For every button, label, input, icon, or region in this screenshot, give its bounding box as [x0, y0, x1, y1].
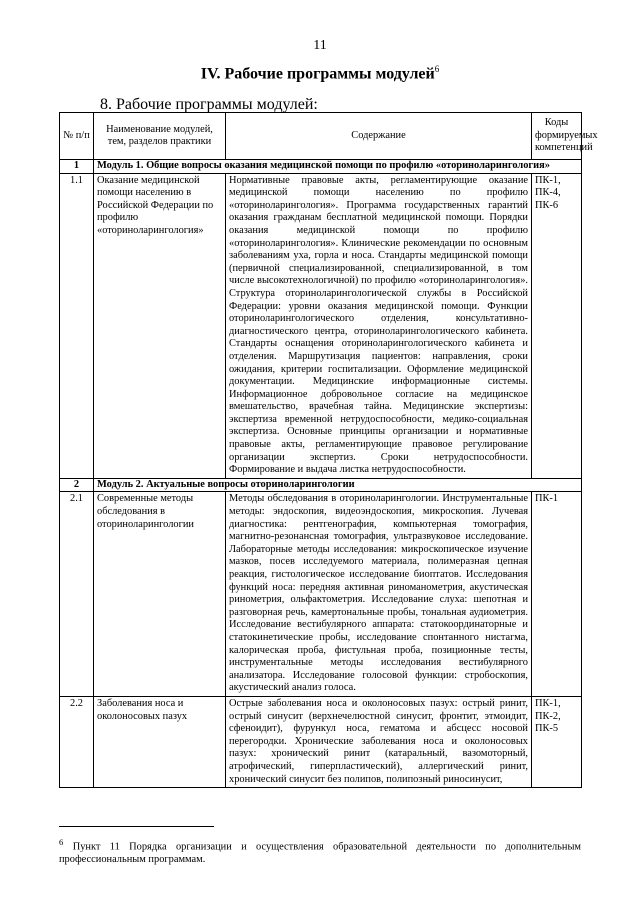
- module-title: Модуль 2. Актуальные вопросы оториноларингологии: [94, 478, 582, 492]
- header-codes: Коды формируемых компетенций: [532, 113, 582, 160]
- footnote-mark: 6: [59, 837, 64, 847]
- header-content: Содержание: [226, 113, 532, 160]
- section-title-text: IV. Рабочие программы модулей: [200, 65, 435, 83]
- footnote-ref: 6: [434, 64, 440, 74]
- module-number: 2: [60, 478, 94, 492]
- module-number: 1: [60, 160, 94, 174]
- topic-name: Заболевания носа и околоносовых пазух: [94, 696, 226, 787]
- topic-number: 1.1: [60, 173, 94, 478]
- header-name: Наименование модулей, тем, разделов практики: [94, 113, 226, 160]
- footnote-divider: [59, 826, 214, 827]
- footnote: [59, 836, 581, 866]
- topic-number: 2.2: [60, 696, 94, 787]
- topic-content: Нормативные правовые акты, регламентирующие оказание медицинской помощи населению по профилю «оториноларингология». Программа государственных гарантий оказания гражданам бесплатной медицинской помощи. Порядки оказания медицинской помощи по профилю «оториноларингология». Клинические рекомендации по основным заболеваниям уха, горла и носа. Стандарты медицинской помощи (первичной специализированной, специализированной, в том числе высокотехнологичной) по профилю «оториноларингология». Структура оториноларингологической службы в Российской Федерации: уровни оказания медицинской помощи. Функции оториноларингологического отделения, консультативно-диагностического центра, оториноларингологического кабинета. Стандарты оснащения оториноларингологического кабинета и отделения. Маршрутизация пациентов: направления, сроки ожидания, критерии госпитализации. Оформление медицинской документации. Медицинские информационные системы. Информационное добровольное согласие на медицинское вмешательство, врачебная тайна. Медицинские экспертизы: экспертиза временной нетрудоспособности, медико-социальная экспертиза. Основные принципы организации и нормативные правовые акты, регламентирующие правовое регулирование организации экспертиз. Сроки нетрудоспособности. Формирование и выдача листка нетрудоспособности.: [226, 173, 532, 478]
- modules-table: [59, 112, 598, 788]
- module-row: [60, 160, 582, 174]
- table-header-row: [60, 113, 582, 160]
- topic-content: Методы обследования в оториноларингологии. Инструментальные методы: эндоскопия, видеоэндоскопия, микроскопия. Лучевая диагностика: рентгенография, компьютерная томография, магнитно-резонансная томография, ультразвуковое исследование. Лабораторные методы исследования: микроскопическое изучение мазков, посев исследуемого материала, полимеразная цепная реакция, гистологическое исследование биоптатов. Исследования функций носа: передняя активная риноманометрия, акустическая ринометрия, ольфактометрия. Исследование слуха: шепотная и разговорная речь, камертональные пробы, тональная аудиометрия. Исследование вестибулярного аппарата: статокоординаторные и статокинетические пробы, исследование спонтанного нистагма, калорическая проба, фистульная проба, позиционные тесты, инструментальные методы исследования вестибулярного анализатора. Исследование голосовой функции: стробоскопия, акустический анализ голоса.: [226, 492, 532, 697]
- header-num: № п/п: [60, 113, 94, 160]
- footnote-text: Пункт 11 Порядка организации и осуществления образовательной деятельности по дополнительным профессиональным программам.: [59, 841, 581, 866]
- module-row: [60, 478, 582, 492]
- competence-codes: ПК-1, ПК-4, ПК-6: [532, 173, 582, 478]
- topic-content: Острые заболевания носа и околоносовых пазух: острый ринит, острый синусит (верхнечелюстной синусит, фронтит, этмоидит, сфеноидит), фурункул носа, гематома и абсцесс носовой перегородки. Хронические заболевания носа и околоносовых пазух: хронический ринит (катаральный, вазомоторный, атрофический, гиперпластический), аллергический ринит, хронический синусит без полипов, полипозный риносинусит,: [226, 696, 532, 787]
- table-row: [60, 173, 582, 478]
- table-row: [60, 492, 582, 697]
- topic-name: Оказание медицинской помощи населению в Российской Федерации по профилю «оториноларингология»: [94, 173, 226, 478]
- module-title: Модуль 1. Общие вопросы оказания медицинской помощи по профилю «оториноларингология»: [94, 160, 582, 174]
- topic-number: 2.1: [60, 492, 94, 697]
- table-row: [60, 696, 582, 787]
- competence-codes: ПК-1: [532, 492, 582, 697]
- section-title: [0, 64, 640, 83]
- topic-name: Современные методы обследования в оториноларингологии: [94, 492, 226, 697]
- page-number: 11: [313, 38, 327, 53]
- subsection-title: 8. Рабочие программы модулей:: [100, 96, 318, 113]
- competence-codes: ПК-1, ПК-2, ПК-5: [532, 696, 582, 787]
